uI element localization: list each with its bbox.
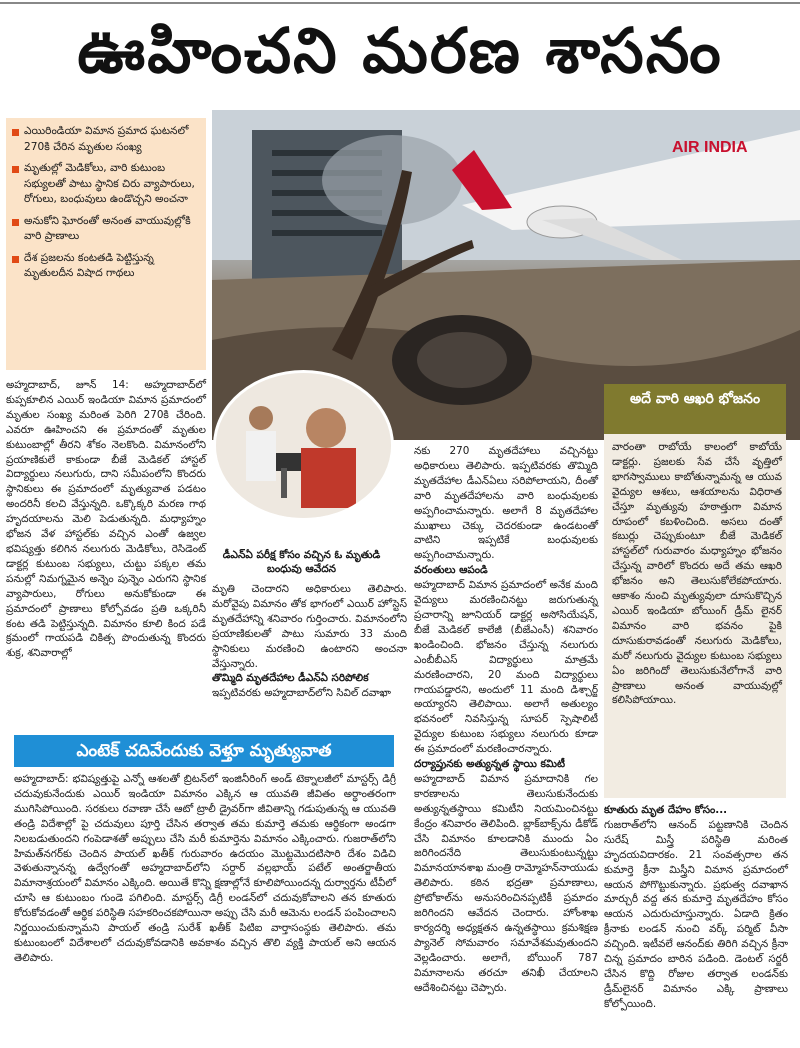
highlight-item: అనుకోని ఘోరంతో అనంత వాయువుల్లోకి వారి ప్రాణాలు	[12, 214, 200, 245]
highlights-box	[6, 118, 206, 370]
article-paragraph: మృతి చెందారని అధికారులు తెలిపారు. మరోవైపు విమానం తోక భాగంలో ఎయిర్ హోస్టెస్ మృతదేహాన్ని శనివారం గుర్తించారు. విమానంలోని ప్రయాణికులతో పాటు సుమారు 33 మంది స్థానికులు మరణించి ఉంటారని అంచనా వేస్తున్నారు.	[212, 583, 407, 670]
sidebar-box-body: వారంతా రాబోయే కాలంలో కాబోయే డాక్టర్లు. ప్రజలకు సేవ చేసే వృత్తిలో భాగస్వాములు కాబోతున్నామన్న ఆ యువ వైద్యుల ఆశలు, ఆశయాలను విధిరాత చేస్తూ మృత్యువు హఠాత్తుగా విమాన రూపంలో కబళించింది. అసలు దంతో కబుర్లు చెప్పుకుంటూ బీజే మెడికల్ హాస్టల్‌లో గురువారం మధ్యాహ్నం భోజనం చేస్తున్న వారిలో కొందరు అదే తమ ఆఖరి భోజనం అని తెలుసుకోలేకపోయారు. ఆకాశం నుంచి మృత్యువులా దూసుకొచ్చిన ఎయిర్ ఇండియా బోయింగ్ డ్రీమ్ లైనర్ విమానం వారి భవనం పైకి దూసుకురావడంతో నలుగురు మెడికోలు, మరో నలుగురు వైద్యుల కుటుంబ సభ్యులు ఏం జరిగిందో తెలుసుకునేలోగానే వారి ప్రాణాలు అనంత వాయువుల్లో కలిసిపోయాయి.	[612, 441, 782, 707]
story-bottom-left: అహ్మదాబాద్: భవిష్యత్తుపై ఎన్నో ఆశలతో బ్రిటన్‌లో ఇంజినీరింగ్ అండ్ టెక్నాలజీలో మాస్టర్స్ డిగ్రీ చదువుకునేందుకు ఎయిర్ ఇండియా విమానం ఎక్కిన ఆ యువతి జీవితం అర్థాంతరంగా ముగిసిపోయింది. సరకులు రవాణా చేసే ఆటో ట్రాలీ డ్రైవర్‌గా జీవితాన్ని గడుపుతున్న ఆ యువతి తండ్రి విదేశాల్లో పై చదువులు పూర్తి చేసిన తర్వాత తమ కుమార్తె తమకు ఆర్థికంగా అండగా నిలబడుతుందని గంపెడాశతో అప్పులు చేసి మరీ కుమార్తెను విమానం ఎక్కించారు. గుజరాత్‌లోని హిమత్‌నగర్‌కు చెందిన పాయల్ ఖతీక్ గురువారం ఉదయం మొట్టమొదటిసారి దేశం విడిచి వెళుతున్నానన్న ఉద్వేగంతో అహ్మదాబాద్‌లోని సర్దార్ వల్లభాయ్ పటేల్ అంతర్జాతీయ విమానాశ్రయంలో విమానం ఎక్కింది. అయితే కొన్ని క్షణాల్లోనే కూలిపోయిందన్న దుర్వార్తను టీవీలో చూసి ఆ కుటుంబం గుండె పగిలింది. మాస్టర్స్ డిగ్రీ లండన్‌లో చదువుకోవాలని తన కూతురు కోరుకోవడంతో ఆర్థిక పరిస్థితి సహకరించకపోయినా అప్పు చేసి మరీ ఆమెను లండన్ పంపించాలని నిర్ణయించుకున్నామని పాయల్ తండ్రి సురేశ్ ఖతీక్ పిటిఐ వార్తాసంస్థకు తెలిపారు. తమ కుటుంబంలో విదేశాలలో చదువుకోవడానికి అవకాశం వచ్చిన తొలి వ్యక్తి పాయల్ అని ఆయన తెలిపారు.	[14, 773, 396, 964]
airline-logo-text: AIR INDIA	[672, 139, 748, 156]
headline: ఊహించని మరణ శాసనం	[77, 14, 723, 87]
article-paragraph: అహ్మదాబాద్ విమాన ప్రమాదంలో అనేక మంది వైద్యులు మరణించినట్టు జరుగుతున్న ప్రచారాన్ని జూనియర్ డాక్టర్ల అసోసియేషన్, బీజే మెడికల్ కాలేజీ (బీజేఎంసీ) శనివారం ఖండించింది. భోజనం చేస్తున్న నలుగురు ఎంబీబీఎస్ విద్యార్థులు మాత్రమే మరణించారని, 20 మంది విద్యార్థులు గాయపడ్డారని, అందులో 11 మంది డిశ్చార్జ్ అయ్యారని తెలిపాయి. అలాగే అతుల్యం భవనంలో నివసిస్తున్న సూపర్ స్పెషాలిటీ వైద్యుల కుటుంబ సభ్యులు నలుగురు కూడా ఈ ప్రమాదంలో మరణించారన్నారు.	[414, 579, 598, 756]
highlight-item: దేశ ప్రజలను కంటతడి పెట్టిస్తున్న మృతులదీన విషాద గాథలు	[12, 251, 200, 282]
subheading: దర్యాప్తునకు అత్యున్నత స్థాయి కమిటీ	[414, 758, 565, 771]
article-paragraph: గుజరాత్‌లోని ఆనంద్ పట్టణానికి చెందిన సురేష్ మిస్త్రీ పరిస్థితి మరింత హృదయవిదారకం. 21 సంవత్సరాల తన కుమార్తె క్రీనా మిస్త్రీని విమాన ప్రమాదంలో ఆయన పోగొట్టుకున్నారు. ప్రభుత్వ దవాఖాన మార్చురీ వద్ద తన కుమార్తె మృతదేహం కోసం ఆయన ఎదురుచూస్తున్నారు. ఏడాది క్రితం క్రీనాకు లండన్ నుంచి వర్క్ పర్మిట్ వీసా వచ్చింది. ఇటీవలే ఆనంద్‌కు తిరిగి వచ్చిన క్రీనా చిన్న ప్రమాదం బారిన పడింది. డెంటల్ సర్జరీ చేసిన కొద్ది రోజుల తర్వాత లండన్‌కు డ్రీమ్‌లైనర్ విమానం ఎక్కి ప్రాణాలు కోల్పోయింది.	[604, 818, 788, 1010]
article-column-right	[414, 444, 598, 996]
article-paragraph: ఇప్పటివరకు అహ్మదాబాద్‌లోని సివిల్ దవాఖా	[212, 687, 391, 700]
story-band-title: ఎంటెక్ చదివేందుకు వెళ్తూ మృత్యువాత	[14, 735, 394, 767]
inset-caption: డీఎన్‌ఏ పరీక్ష కోసం వచ్చిన ఓ మృతుడి బంధువు ఆవేదన	[222, 549, 381, 575]
relative-inset-photo	[213, 370, 394, 521]
article-column-left	[6, 378, 206, 661]
article-paragraph: అహ్మదాబాద్, జూన్ 14: అహ్మదాబాద్‌లో కుప్పకూలిన ఎయిర్ ఇండియా విమాన ప్రమాదంలో మృతుల సంఖ్య మరింత పెరిగి 270కి చేరింది. ఎవరూ ఊహించని ఈ ప్రమాదంతో మృతుల కుటుంబాల్లో తీరని శోకం నెలకొంది. విమానంలోని ప్రయాణికులే కాకుండా బీజే మెడికల్ హాస్టల్ విద్యార్థులు నలుగురు, దాని సమీపంలోని కొందరు స్థానికులు ఈ ప్రమాదంలో మృత్యువాత పడటం అందరినీ కలచి వేస్తున్నది. ఒక్కొక్కరి మరణ గాథ హృదయాలను మెలి పెడుతున్నది. మధ్యాహ్నం భోజన వేళ హాస్టల్‌కు వచ్చిన ఎంతో ఉజ్వల భవిష్యత్తు కలిగిన నలుగురు మెడికోలు, రెసిడెంట్ డాక్టర్ల కుటుంబ సభ్యులు, చుట్టు పక్కల తమ పనుల్లో నిమగ్నమైన అన్నెం పున్నెం ఎరుగని స్థానిక వ్యాపారులు, రోగులు అనుకోకుండా ఈ ప్రమాదంలో ప్రాణాలు కోల్పోవడం ప్రతి ఒక్కరినీ కంట తడి పెట్టిస్తున్నది. విమానం కూలి కింద పడే క్రమంలో గాయపడి చికిత్స పొందుతున్న కొందరు శుక్ర, శనివారాల్లో	[6, 379, 206, 660]
press-conference-illustration	[216, 373, 391, 518]
highlight-item: ఎయిరిండియా విమాన ప్రమాద ఘటనలో 270కి చేరిన మృతుల సంఖ్య	[12, 124, 200, 155]
highlight-item: మృతుల్లో మెడికోలు, వారి కుటుంబ సభ్యులతో పాటు స్థానిక చిరు వ్యాపారులు, రోగులు, బంధువులు ఉండొచ్చని అంచనా	[12, 161, 200, 208]
subheading: తొమ్మిది మృతదేహాల డీఎన్‌ఏ సరిపోలిక	[212, 672, 369, 685]
sidebar-box-title: అదే వారి ఆఖరి భోజనం	[604, 384, 786, 434]
subheading: కూతురు మృత దేహం కోసం...	[604, 804, 728, 816]
article-paragraph: అహ్మదాబాద్ విమాన ప్రమాదానికి గల కారణాలను తెలుసుకునేందుకు అత్యున్నతస్థాయి కమిటీని నియమించినట్టు కేంద్రం శనివారం తెలిపింది. బ్లాక్‌బాక్స్‌ను డీకోడ్ చేసి విమానం కూలడానికి ముందు ఏం జరిగిందనేది తెలుసుకుంటున్నట్టు విమానయానశాఖ మంత్రి రామ్మోహన్‌నాయుడు తెలిపారు. కఠిన భద్రతా ప్రమాణాలు, ప్రోటోకాల్‌ను అనుసరించినప్పటికీ ప్రమాదం జరిగిందని ఆవేదన చెందారు. హోంశాఖ కార్యదర్శి అధ్యక్షతన ఉన్నతస్థాయి క్రమశిక్షణ ప్యానెల్ సోమవారం సమావేశమవుతుందని వెల్లడించారు. అలాగే, బోయింగ్ 787 విమానాలను తరచూ తనిఖీ చేయాలని ఆదేశించినట్టు చెప్పారు.	[414, 772, 598, 994]
subheading: వరంతులు ఆపండి	[414, 564, 488, 577]
story-bottom-right	[604, 803, 788, 1012]
article-paragraph: నకు 270 మృతదేహాలు వచ్చినట్టు అధికారులు తెలిపారు. ఇప్పటివరకు తొమ్మిది మృతదేహాల డీఎన్‌ఏలు సరిపోలాయని, దీంతో వారి మృతదేహాలను వారి బంధువులకు అప్పగించామన్నారు. అలాగే 8 మృతదేహాల ముఖాలు చెక్కు చెదరకుండా ఉండటంతో వాటిని ఇప్పటికే బంధువులకు అప్పగించామన్నారు.	[414, 445, 598, 562]
article-column-middle	[212, 582, 407, 701]
